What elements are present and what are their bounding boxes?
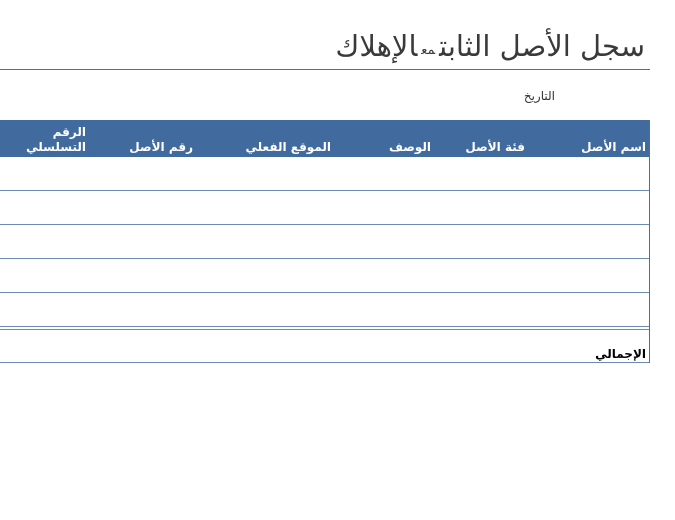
title-underline: [0, 69, 650, 70]
header-asset-number[interactable]: رقم الأصل: [129, 140, 193, 154]
table-row[interactable]: [0, 259, 649, 293]
title-end: الإهلاك: [335, 29, 418, 63]
title-main: سجل الأصل الثابت: [439, 29, 645, 63]
title-connector: مع: [421, 43, 436, 58]
date-label[interactable]: التاريخ: [523, 89, 555, 103]
table-row[interactable]: [0, 191, 649, 225]
header-asset-category[interactable]: فئة الأصل: [465, 140, 525, 154]
header-serial-number[interactable]: الرقم التسلسلي: [26, 125, 86, 154]
table-header-row: [0, 120, 649, 157]
asset-register-table: [0, 120, 650, 363]
table-row[interactable]: [0, 293, 649, 327]
header-description[interactable]: الوصف: [388, 140, 431, 154]
table-row[interactable]: [0, 225, 649, 259]
header-asset-name[interactable]: اسم الأصل: [581, 140, 646, 154]
header-physical-location[interactable]: الموقع الفعلي: [245, 140, 331, 154]
total-label: الإجمالي: [595, 347, 646, 361]
page-title: [335, 28, 645, 66]
table-row[interactable]: [0, 157, 649, 191]
total-row[interactable]: [0, 330, 649, 363]
